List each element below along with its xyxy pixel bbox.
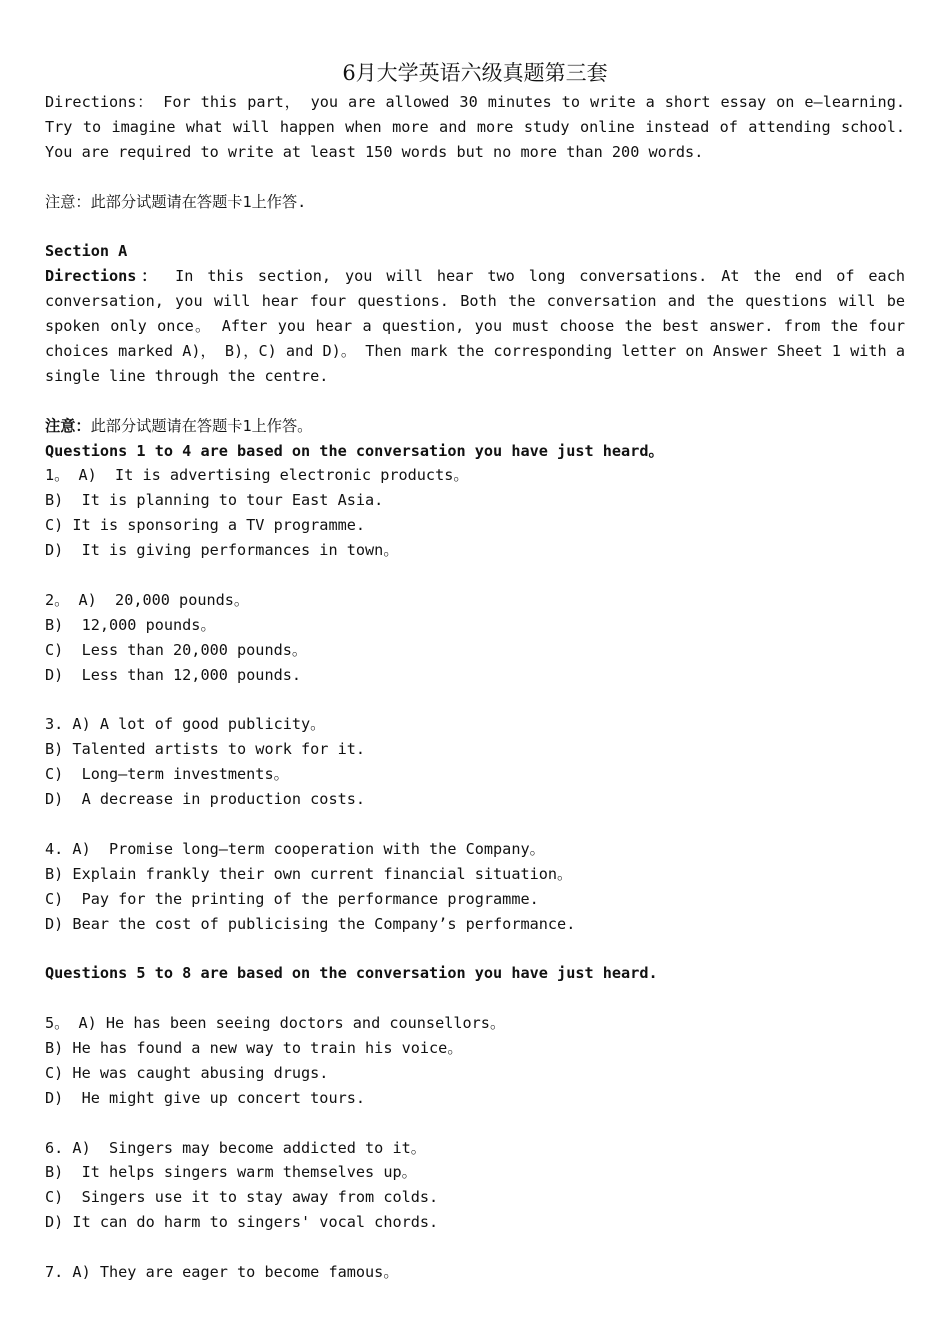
q2-option-a: 2。 A) 20,000 pounds。 [45, 590, 250, 609]
q3-option-a: 3. A) A lot of good publicity。 [45, 715, 326, 734]
group1-heading: Questions 1 to 4 are based on the conversation you have just heard。 [45, 441, 664, 460]
q4-option-b: B) Explain frankly their own current financial situation。 [45, 864, 573, 883]
q1-option-c: C) It is sponsoring a TV programme. [45, 516, 366, 535]
q7-option-a: 7. A) They are eager to become famous。 [45, 1262, 399, 1281]
section-a-note [45, 414, 905, 439]
note-text: 此部分试题请在答题卡1上作答。 [90, 416, 313, 435]
writing-directions: Directions： For this part， you are allowed 30 minutes to write a short essay on e—learning. Try to imagine what will happen when more and more study online instead of attending school. You are required to write at least 150 words but no more than 200 words. [45, 93, 905, 161]
section-a-heading: Section A [45, 242, 128, 261]
q6-option-c: C) Singers use it to stay away from colds. [45, 1188, 439, 1207]
q4-option-c: C) Pay for the printing of the performance programme. [45, 889, 539, 908]
q5-option-b: B) He has found a new way to train his voice。 [45, 1038, 463, 1057]
q4-option-a: 4. A) Promise long—term cooperation with the Company。 [45, 839, 545, 858]
note-label: 注意： [45, 416, 91, 435]
group2-heading: Questions 5 to 8 are based on the conversation you have just heard. [45, 964, 658, 983]
q2-option-d: D) Less than 12,000 pounds. [45, 665, 302, 684]
q3-option-d: D) A decrease in production costs. [45, 790, 366, 809]
q5-option-d: D) He might give up concert tours. [45, 1088, 366, 1107]
q5-option-c: C) He was caught abusing drugs. [45, 1063, 329, 1082]
q2-option-b: B) 12,000 pounds。 [45, 615, 216, 634]
directions-text: In this section, you will hear two long conversations. At the end of each conversation, you will hear four questions. Both the conversation and the questions will be spoken only once。 After you hear a question, you must choose the best answer. from the four choices marked A)， B)，C) and D)。 Then mark the corresponding letter on Answer Sheet 1 with a single line through the centre. [45, 267, 905, 385]
section-a-directions [45, 264, 905, 389]
q1-option-b: B) It is planning to tour East Asia. [45, 491, 384, 510]
directions-label: Directions： [45, 267, 162, 286]
q3-option-b: B) Talented artists to work for it. [45, 740, 366, 759]
writing-note: 注意：此部分试题请在答题卡1上作答. [45, 192, 307, 211]
page-title: 6月大学英语六级真题第三套 [342, 61, 608, 85]
q6-option-d: D) It can do harm to singers' vocal chords. [45, 1213, 439, 1232]
q1-option-a: 1。 A) It is advertising electronic products。 [45, 466, 469, 485]
q5-option-a: 5。 A) He has been seeing doctors and counsellors。 [45, 1014, 506, 1033]
document-page [45, 58, 905, 1285]
q6-option-b: B) It helps singers warm themselves up。 [45, 1163, 417, 1182]
q6-option-a: 6. A) Singers may become addicted to it。 [45, 1138, 426, 1157]
q1-option-d: D) It is giving performances in town。 [45, 541, 399, 560]
q4-option-d: D) Bear the cost of publicising the Company’s performance. [45, 914, 576, 933]
q2-option-c: C) Less than 20,000 pounds。 [45, 640, 308, 659]
q3-option-c: C) Long—term investments。 [45, 765, 289, 784]
